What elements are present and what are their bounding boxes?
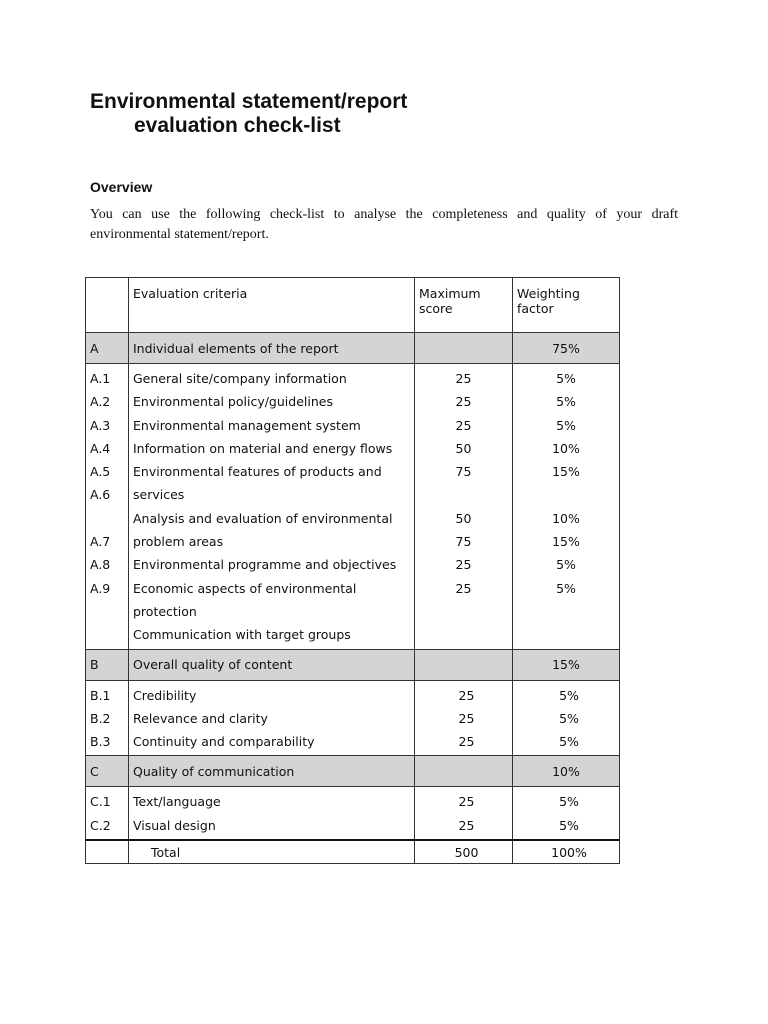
cell-line: 75 — [455, 534, 472, 550]
codes-c — [86, 787, 129, 840]
criteria-a — [129, 364, 415, 650]
cell-line: A.3 — [90, 417, 111, 433]
header-code-cell — [86, 278, 129, 333]
cell-line: B.3 — [90, 734, 111, 750]
cell-line: Credibility — [133, 687, 197, 703]
cell-line: Analysis and evaluation of environmental — [133, 510, 393, 526]
criteria-c — [129, 787, 415, 840]
cell-line — [419, 600, 508, 623]
cell-line: 15% — [552, 464, 580, 480]
cell-line: 5% — [559, 817, 579, 833]
cell-line: 15% — [552, 534, 580, 550]
total-weight: 100% — [513, 840, 620, 864]
total-score: 500 — [415, 840, 513, 864]
cell-line: 5% — [556, 580, 576, 596]
cell-line: 10% — [552, 440, 580, 456]
section-body-c — [86, 787, 620, 840]
cell-line: 75 — [455, 464, 472, 480]
header-max-score: Maximum score — [415, 278, 513, 333]
total-label: Total — [129, 840, 415, 864]
section-code: C — [86, 756, 129, 787]
cell-line: 5% — [559, 687, 579, 703]
cell-line: 5% — [559, 710, 579, 726]
overview-heading: Overview — [90, 179, 153, 195]
cell-line: Economic aspects of environmental — [133, 580, 357, 596]
cell-line: C.1 — [90, 794, 111, 810]
cell-line: 5% — [556, 417, 576, 433]
cell-line — [517, 600, 615, 623]
section-code: A — [86, 333, 129, 364]
codes-a — [86, 364, 129, 650]
cell-line: Relevance and clarity — [133, 710, 268, 726]
criteria-b — [129, 680, 415, 756]
cell-line: 25 — [455, 371, 472, 386]
section-label: Individual elements of the report — [129, 333, 415, 364]
cell-line: A.1 — [90, 371, 111, 386]
evaluation-table — [85, 277, 620, 864]
cell-line: A.2 — [90, 394, 111, 410]
cell-line — [517, 483, 615, 506]
cell-line: 5% — [559, 794, 579, 810]
cell-line: 25 — [458, 710, 475, 726]
cell-line: General site/company information — [133, 371, 347, 386]
cell-line: 25 — [458, 794, 475, 810]
scores-a — [415, 364, 513, 650]
weights-c — [513, 787, 620, 840]
cell-line: 10% — [552, 510, 580, 526]
page-title — [90, 90, 407, 138]
cell-line: 25 — [455, 557, 472, 573]
cell-line: 25 — [458, 817, 475, 833]
cell-line: 5% — [556, 557, 576, 573]
cell-line — [419, 483, 508, 506]
cell-line: A.5 — [90, 464, 111, 480]
cell-line: 25 — [458, 687, 475, 703]
cell-line: problem areas — [133, 534, 224, 550]
cell-line: 5% — [556, 371, 576, 386]
cell-line — [90, 623, 124, 646]
scores-b — [415, 680, 513, 756]
scores-c — [415, 787, 513, 840]
section-code: B — [86, 649, 129, 680]
cell-line — [419, 623, 508, 646]
weights-a — [513, 364, 620, 650]
cell-line: A.7 — [90, 534, 111, 550]
cell-line: Environmental programme and objectives — [133, 557, 397, 573]
cell-line: Environmental policy/guidelines — [133, 394, 333, 410]
cell-line: Environmental management system — [133, 417, 361, 433]
section-row-c — [86, 756, 620, 787]
cell-line: Visual design — [133, 817, 216, 833]
overview-text: You can use the following check-list to analyse the completeness and quality of your draft environmental statement/report. — [90, 207, 678, 242]
table-header-row — [86, 278, 620, 333]
title-line-1: Environmental statement/report — [90, 90, 408, 113]
cell-line: 5% — [556, 394, 576, 410]
cell-line: Continuity and comparability — [133, 734, 315, 750]
cell-line: 25 — [455, 580, 472, 596]
cell-line: protection — [133, 603, 197, 619]
cell-line: Information on material and energy flows — [133, 440, 393, 456]
cell-line: Communication with target groups — [133, 627, 351, 643]
cell-line: C.2 — [90, 817, 111, 833]
cell-line: 50 — [455, 440, 472, 456]
cell-line: Text/language — [133, 794, 221, 810]
section-body-a — [86, 364, 620, 650]
cell-line: 25 — [455, 394, 472, 410]
header-weighting: Weighting factor — [513, 278, 620, 333]
cell-line: 5% — [559, 734, 579, 750]
cell-line: A.4 — [90, 440, 111, 456]
header-criteria: Evaluation criteria — [129, 278, 415, 333]
cell-line: A.9 — [90, 580, 111, 596]
cell-line: 25 — [455, 417, 472, 433]
section-row-a — [86, 333, 620, 364]
section-weight: 10% — [513, 756, 620, 787]
section-row-b — [86, 649, 620, 680]
cell-line — [90, 507, 124, 530]
weights-b — [513, 680, 620, 756]
section-body-b — [86, 680, 620, 756]
cell-line: 50 — [455, 510, 472, 526]
codes-b — [86, 680, 129, 756]
cell-line: Environmental features of products and — [133, 464, 382, 480]
cell-line — [517, 623, 615, 646]
cell-line: 25 — [458, 734, 475, 750]
section-weight: 75% — [513, 333, 620, 364]
section-label: Quality of communication — [129, 756, 415, 787]
total-row — [86, 840, 620, 864]
cell-line: services — [133, 487, 185, 503]
cell-line: A.8 — [90, 557, 111, 573]
section-weight: 15% — [513, 649, 620, 680]
section-label: Overall quality of content — [129, 649, 415, 680]
cell-line: B.1 — [90, 687, 111, 703]
cell-line: A.6 — [90, 487, 111, 503]
title-line-2: evaluation check-list — [134, 114, 341, 137]
cell-line: B.2 — [90, 710, 111, 726]
cell-line — [90, 600, 124, 623]
